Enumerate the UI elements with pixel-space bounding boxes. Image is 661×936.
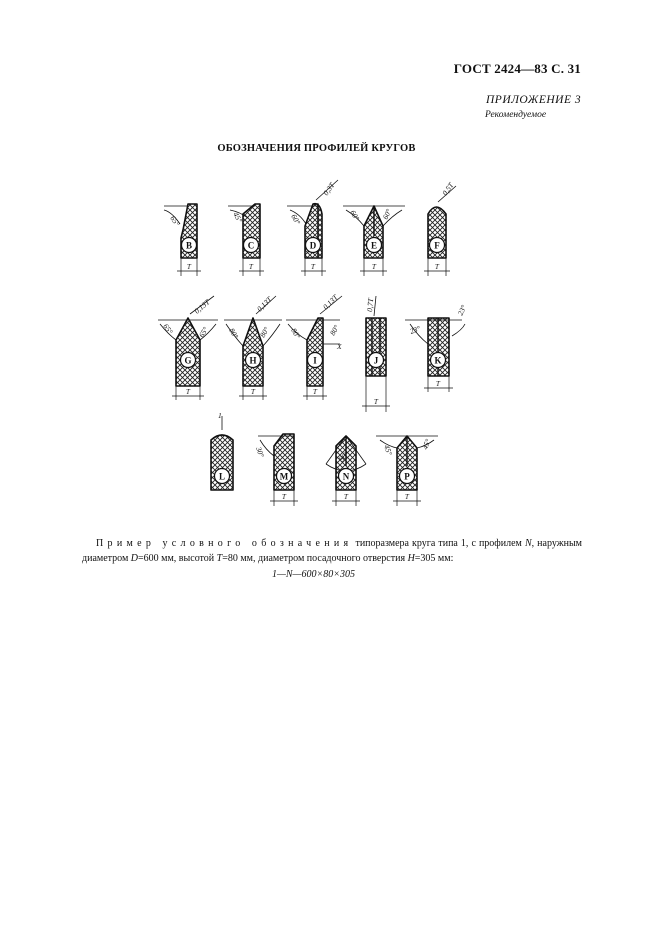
angle-label-b: 65° bbox=[168, 213, 182, 228]
radius-label-d: 0,3T bbox=[321, 180, 337, 198]
dim-t-label: T bbox=[436, 380, 440, 388]
profile-label: H bbox=[249, 355, 257, 366]
profile-label: L bbox=[218, 471, 226, 482]
dim-t-label: T bbox=[372, 263, 376, 271]
angle-label-e-right: 60° bbox=[380, 207, 394, 221]
example-text: =80 мм, диаметром посадочного отверстия bbox=[222, 553, 408, 564]
dim-t-label: T bbox=[249, 263, 253, 271]
profile-label: K bbox=[434, 355, 442, 366]
dim-t-label: T bbox=[282, 493, 286, 501]
dim-t-label: T bbox=[187, 263, 191, 271]
dim-t-label: T bbox=[405, 493, 409, 501]
dim-t-label: T bbox=[186, 388, 190, 396]
angle-label-h-left: 80° bbox=[227, 326, 241, 341]
angle-label-p-left: 45° bbox=[382, 443, 395, 457]
angle-label-i-right: 80° bbox=[327, 323, 341, 337]
angle-label-m: 30° bbox=[254, 445, 267, 459]
example-var-d: D bbox=[130, 553, 139, 564]
radius-label-h: 0,13T bbox=[255, 294, 274, 314]
appendix-status: Рекомендуемое bbox=[485, 110, 547, 120]
appendix-label: ПРИЛОЖЕНИЕ 3 bbox=[486, 94, 582, 106]
angle-label-k-right: 23° bbox=[455, 303, 469, 317]
profile-label: P bbox=[404, 471, 410, 482]
page-title: ОБОЗНАЧЕНИЯ ПРОФИЛЕЙ КРУГОВ bbox=[217, 143, 416, 154]
example-var-h: H bbox=[407, 553, 415, 564]
angle-label-i: 80° bbox=[289, 326, 303, 341]
profile-label: M bbox=[279, 471, 289, 482]
angle-label-d: 60° bbox=[289, 212, 303, 227]
profile-label: E bbox=[370, 240, 378, 251]
dim-t-label: T bbox=[311, 263, 315, 271]
angle-label-e-left: 60° bbox=[348, 208, 362, 223]
angle-label-h-right: 80° bbox=[257, 325, 271, 339]
angle-label-g-left: 65° bbox=[161, 321, 175, 336]
angle-label-n: 90° bbox=[337, 449, 351, 464]
example-text: , наружным диаметром bbox=[82, 538, 583, 564]
example-designation: 1—N—600×80×305 bbox=[272, 569, 355, 580]
label-x: X bbox=[337, 342, 342, 351]
radius-label-i: 0,13T bbox=[321, 292, 340, 312]
profile-label: D bbox=[309, 240, 317, 251]
example-text: =305 мм: bbox=[414, 553, 454, 564]
label-arrow-1: 1 bbox=[218, 411, 222, 420]
profile-label: N bbox=[342, 471, 350, 482]
example-paragraph bbox=[82, 536, 582, 566]
radius-label-g: 0,13T bbox=[192, 297, 212, 316]
profile-label: C bbox=[247, 240, 255, 251]
profile-label: B bbox=[185, 240, 193, 251]
example-text: =600 мм, высотой bbox=[138, 553, 217, 564]
example-prefix: Пример условного обозначения bbox=[96, 538, 353, 549]
profile-label: I bbox=[313, 355, 317, 366]
dim-t-label: T bbox=[435, 263, 439, 271]
dim-t-label: T bbox=[344, 493, 348, 501]
radius-label-f: 0,5T bbox=[440, 180, 456, 198]
angle-label-p-right: 45° bbox=[420, 437, 433, 451]
angle-label-g-right: 65° bbox=[196, 325, 210, 339]
dim-t-label: T bbox=[313, 388, 317, 396]
example-var-t: T bbox=[216, 553, 223, 564]
radius-label-j: 0,7T bbox=[365, 297, 376, 313]
dim-t-label: T bbox=[374, 398, 378, 406]
dim-t-label: T bbox=[251, 388, 255, 396]
profile-label: J bbox=[373, 355, 379, 366]
profile-label: F bbox=[434, 240, 440, 251]
angle-label-c: 45° bbox=[231, 210, 245, 225]
standard-header: ГОСТ 2424—83 С. 31 bbox=[453, 61, 581, 76]
example-text: типоразмера круга типа 1, с профилем bbox=[352, 538, 525, 549]
angle-label-k-left: 23° bbox=[408, 323, 422, 336]
profile-label: G bbox=[184, 355, 192, 366]
example-var-n: N bbox=[524, 538, 532, 549]
